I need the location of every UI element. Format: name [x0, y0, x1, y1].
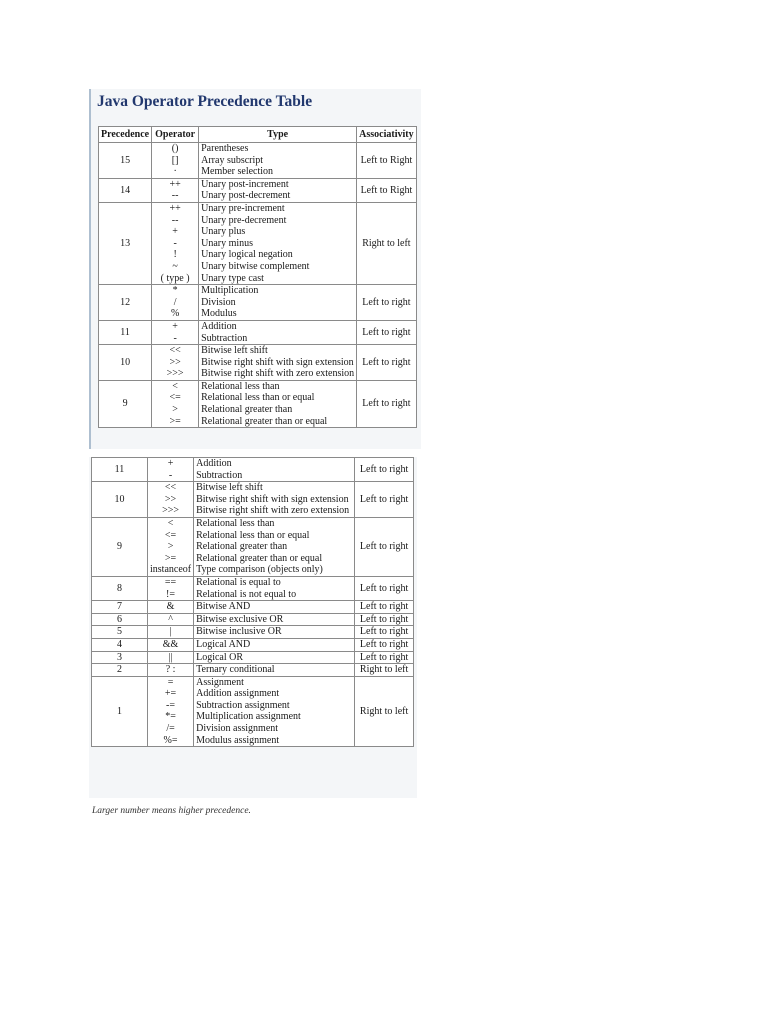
- header-type: Type: [199, 127, 357, 143]
- type-cell: [194, 664, 355, 677]
- operator-type: Subtraction: [201, 332, 248, 344]
- operator-symbol: &&: [162, 638, 179, 650]
- precedence-cell: 11: [92, 458, 148, 482]
- operator-type: Bitwise right shift with zero extension: [196, 505, 350, 517]
- type-cell: [194, 676, 355, 747]
- operator-type: Relational less than or equal: [201, 392, 315, 404]
- operator-type: Parentheses: [201, 143, 249, 154]
- associativity-cell: Left to Right: [357, 143, 416, 179]
- operator-symbol: <=: [164, 529, 177, 541]
- precedence-cell: 14: [99, 178, 152, 202]
- operator-cell: [148, 638, 194, 651]
- table-body-bottom: [92, 458, 414, 747]
- operator-symbol: ·: [173, 166, 177, 178]
- operator-type: Bitwise right shift with sign extension: [196, 493, 349, 505]
- precedence-cell: 8: [92, 576, 148, 600]
- operator-type: Unary plus: [201, 226, 246, 238]
- precedence-cell: 10: [92, 482, 148, 518]
- type-cell: [194, 458, 355, 482]
- operator-symbol: *=: [165, 711, 176, 723]
- precedence-table-top: [98, 126, 417, 428]
- operator-symbol: --: [171, 214, 179, 226]
- operator-type: Assignment: [196, 676, 244, 688]
- operator-type: Relational greater than: [201, 404, 293, 416]
- operator-type: Unary bitwise complement: [201, 260, 310, 272]
- table-row: [99, 178, 417, 202]
- operator-symbol: ^: [168, 613, 173, 625]
- table-row: [99, 345, 417, 381]
- type-cell: [194, 613, 355, 626]
- operator-symbol: --: [171, 190, 179, 202]
- table-row: [92, 651, 414, 664]
- associativity-cell: Left to right: [355, 458, 414, 482]
- operator-symbol: %: [170, 308, 180, 320]
- associativity-cell: Left to Right: [357, 178, 416, 202]
- operator-cell: [148, 482, 194, 518]
- associativity-cell: Left to right: [355, 576, 414, 600]
- type-cell: [199, 285, 357, 321]
- precedence-cell: 10: [99, 345, 152, 381]
- operator-cell: [152, 202, 199, 284]
- operator-symbol: ( type ): [160, 272, 190, 284]
- operator-type: Bitwise exclusive OR: [196, 613, 284, 625]
- type-cell: [194, 482, 355, 518]
- operator-type: Addition: [196, 458, 232, 469]
- header-operator: Operator: [152, 127, 199, 143]
- operator-type: Relational is not equal to: [196, 588, 297, 600]
- operator-symbol: instanceof: [150, 564, 192, 576]
- table-row: [92, 613, 414, 626]
- operator-symbol: +: [172, 320, 178, 332]
- precedence-cell: 3: [92, 651, 148, 664]
- operator-symbol: ==: [164, 576, 177, 588]
- operator-symbol: <=: [169, 392, 181, 404]
- operator-symbol: /=: [166, 723, 175, 735]
- operator-type: Multiplication assignment: [196, 711, 301, 723]
- operator-symbol: ~: [172, 260, 178, 272]
- operator-cell: [152, 320, 199, 344]
- type-cell: [199, 345, 357, 381]
- operator-symbol: >>>: [162, 505, 179, 517]
- operator-symbol: <: [167, 517, 174, 529]
- precedence-table-image-bottom: [89, 457, 417, 798]
- operator-type: Subtraction: [196, 469, 243, 481]
- precedence-cell: 1: [92, 676, 148, 747]
- operator-type: Division: [201, 296, 236, 308]
- type-cell: [199, 178, 357, 202]
- operator-type: Unary pre-increment: [201, 202, 285, 214]
- page-title: Java Operator Precedence Table: [97, 93, 313, 110]
- associativity-cell: Left to right: [355, 601, 414, 614]
- operator-type: Unary type cast: [201, 272, 264, 284]
- operator-type: Bitwise left shift: [201, 345, 268, 357]
- operator-cell: [148, 601, 194, 614]
- operator-cell: [148, 626, 194, 639]
- operator-type: Addition: [201, 320, 237, 332]
- operator-symbol: ? :: [165, 664, 176, 676]
- associativity-cell: Left to right: [355, 482, 414, 518]
- type-cell: [199, 320, 357, 344]
- precedence-cell: 15: [99, 143, 152, 179]
- type-cell: [194, 601, 355, 614]
- operator-symbol: /: [173, 296, 177, 308]
- operator-symbol: >=: [164, 552, 177, 564]
- table-row: [92, 626, 414, 639]
- table-row: [99, 202, 417, 284]
- operator-symbol: *: [172, 285, 178, 297]
- table-row: [92, 664, 414, 677]
- operator-type: Relational is equal to: [196, 576, 281, 588]
- operator-type: Relational greater than or equal: [196, 552, 323, 564]
- operator-cell: [152, 345, 199, 381]
- table-row: [92, 482, 414, 518]
- operator-type: Ternary conditional: [196, 664, 275, 676]
- operator-symbol: &: [166, 601, 175, 613]
- operator-cell: [148, 676, 194, 747]
- operator-type: Relational less than or equal: [196, 529, 310, 541]
- associativity-cell: Right to left: [355, 664, 414, 677]
- operator-type: Relational greater than or equal: [201, 415, 328, 427]
- associativity-cell: Left to right: [357, 345, 416, 381]
- operator-cell: [148, 664, 194, 677]
- operator-type: Unary post-decrement: [201, 190, 291, 202]
- operator-cell: [148, 458, 194, 482]
- operator-type: Addition assignment: [196, 688, 280, 700]
- operator-symbol: -: [168, 469, 173, 481]
- operator-type: Bitwise right shift with sign extension: [201, 356, 354, 368]
- operator-symbol: ||: [168, 651, 173, 663]
- associativity-cell: Left to right: [355, 638, 414, 651]
- operator-type: Modulus: [201, 308, 237, 320]
- operator-symbol: ++: [169, 178, 181, 190]
- associativity-cell: Left to right: [357, 320, 416, 344]
- table-row: [92, 517, 414, 576]
- operator-symbol: !=: [166, 588, 176, 600]
- operator-cell: [148, 651, 194, 664]
- operator-type: Logical AND: [196, 638, 251, 650]
- header-precedence: Precedence: [99, 127, 152, 143]
- operator-symbol: ++: [169, 202, 181, 214]
- operator-cell: [148, 517, 194, 576]
- operator-symbol: >>: [164, 493, 177, 505]
- operator-type: Bitwise inclusive OR: [196, 626, 282, 638]
- table-body-top: [99, 143, 417, 428]
- associativity-cell: Left to right: [355, 651, 414, 664]
- associativity-cell: Left to right: [355, 517, 414, 576]
- associativity-cell: Right to left: [357, 202, 416, 284]
- operator-type: Logical OR: [196, 651, 244, 663]
- table-row: [92, 638, 414, 651]
- table-row: [92, 676, 414, 747]
- operator-type: Bitwise left shift: [196, 482, 263, 494]
- operator-symbol: >: [167, 541, 174, 553]
- precedence-cell: 5: [92, 626, 148, 639]
- type-cell: [194, 517, 355, 576]
- operator-type: Unary pre-decrement: [201, 214, 287, 226]
- operator-type: Bitwise AND: [196, 601, 251, 613]
- operator-type: Type comparison (objects only): [196, 564, 323, 576]
- operator-type: Relational less than: [196, 517, 275, 529]
- table-row: [99, 143, 417, 179]
- associativity-cell: Left to right: [355, 626, 414, 639]
- operator-type: Relational greater than: [196, 541, 288, 553]
- precedence-cell: 4: [92, 638, 148, 651]
- associativity-cell: Left to right: [355, 613, 414, 626]
- operator-cell: [152, 143, 199, 179]
- operator-type: Division assignment: [196, 723, 279, 735]
- operator-type: Relational less than: [201, 380, 280, 392]
- table-row: [99, 320, 417, 344]
- type-cell: [194, 626, 355, 639]
- precedence-cell: 13: [99, 202, 152, 284]
- associativity-cell: Left to right: [357, 285, 416, 321]
- operator-cell: [152, 285, 199, 321]
- header-associativity: Associativity: [357, 127, 416, 143]
- operator-cell: [148, 576, 194, 600]
- operator-symbol: +=: [164, 688, 177, 700]
- operator-symbol: >: [172, 404, 178, 416]
- operator-type: Unary minus: [201, 237, 254, 249]
- precedence-cell: 6: [92, 613, 148, 626]
- operator-type: Multiplication: [201, 285, 259, 297]
- type-cell: [194, 651, 355, 664]
- operator-symbol: +: [167, 458, 174, 469]
- operator-symbol: >=: [169, 415, 181, 427]
- type-cell: [199, 143, 357, 179]
- precedence-cell: 12: [99, 285, 152, 321]
- type-cell: [194, 576, 355, 600]
- operator-symbol: !: [173, 249, 177, 261]
- precedence-note: Larger number means higher precedence.: [92, 806, 251, 816]
- operator-symbol: -: [173, 332, 177, 344]
- operator-symbol: <<: [164, 482, 177, 494]
- associativity-cell: Left to right: [357, 380, 416, 427]
- operator-type: Array subscript: [201, 154, 264, 166]
- operator-type: Subtraction assignment: [196, 699, 290, 711]
- operator-cell: [152, 380, 199, 427]
- operator-type: Member selection: [201, 166, 274, 178]
- table-row: [92, 458, 414, 482]
- operator-symbol: (): [171, 143, 179, 154]
- type-cell: [199, 380, 357, 427]
- type-cell: [199, 202, 357, 284]
- operator-type: Unary post-increment: [201, 178, 289, 190]
- table-row: [99, 285, 417, 321]
- operator-symbol: >>>: [166, 368, 184, 380]
- precedence-cell: 2: [92, 664, 148, 677]
- operator-symbol: =: [167, 676, 174, 688]
- operator-symbol: <: [172, 380, 178, 392]
- precedence-table-image-top: [89, 89, 421, 449]
- operator-symbol: -=: [166, 699, 176, 711]
- operator-cell: [148, 613, 194, 626]
- operator-symbol: %=: [163, 734, 178, 746]
- operator-type: Unary logical negation: [201, 249, 293, 261]
- table-row: [99, 380, 417, 427]
- operator-cell: [152, 178, 199, 202]
- operator-symbol: +: [172, 226, 178, 238]
- operator-symbol: -: [173, 237, 177, 249]
- operator-type: Bitwise right shift with zero extension: [201, 368, 355, 380]
- precedence-cell: 9: [99, 380, 152, 427]
- operator-symbol: <<: [169, 345, 181, 357]
- table-header-row: [99, 127, 417, 143]
- precedence-cell: 11: [99, 320, 152, 344]
- operator-symbol: >>: [169, 356, 181, 368]
- precedence-cell: 9: [92, 517, 148, 576]
- operator-symbol: |: [169, 626, 172, 638]
- associativity-cell: Right to left: [355, 676, 414, 747]
- operator-symbol: []: [171, 154, 179, 166]
- type-cell: [194, 638, 355, 651]
- operator-type: Modulus assignment: [196, 734, 280, 746]
- table-row: [92, 576, 414, 600]
- precedence-cell: 7: [92, 601, 148, 614]
- table-row: [92, 601, 414, 614]
- precedence-table-bottom: [91, 457, 414, 747]
